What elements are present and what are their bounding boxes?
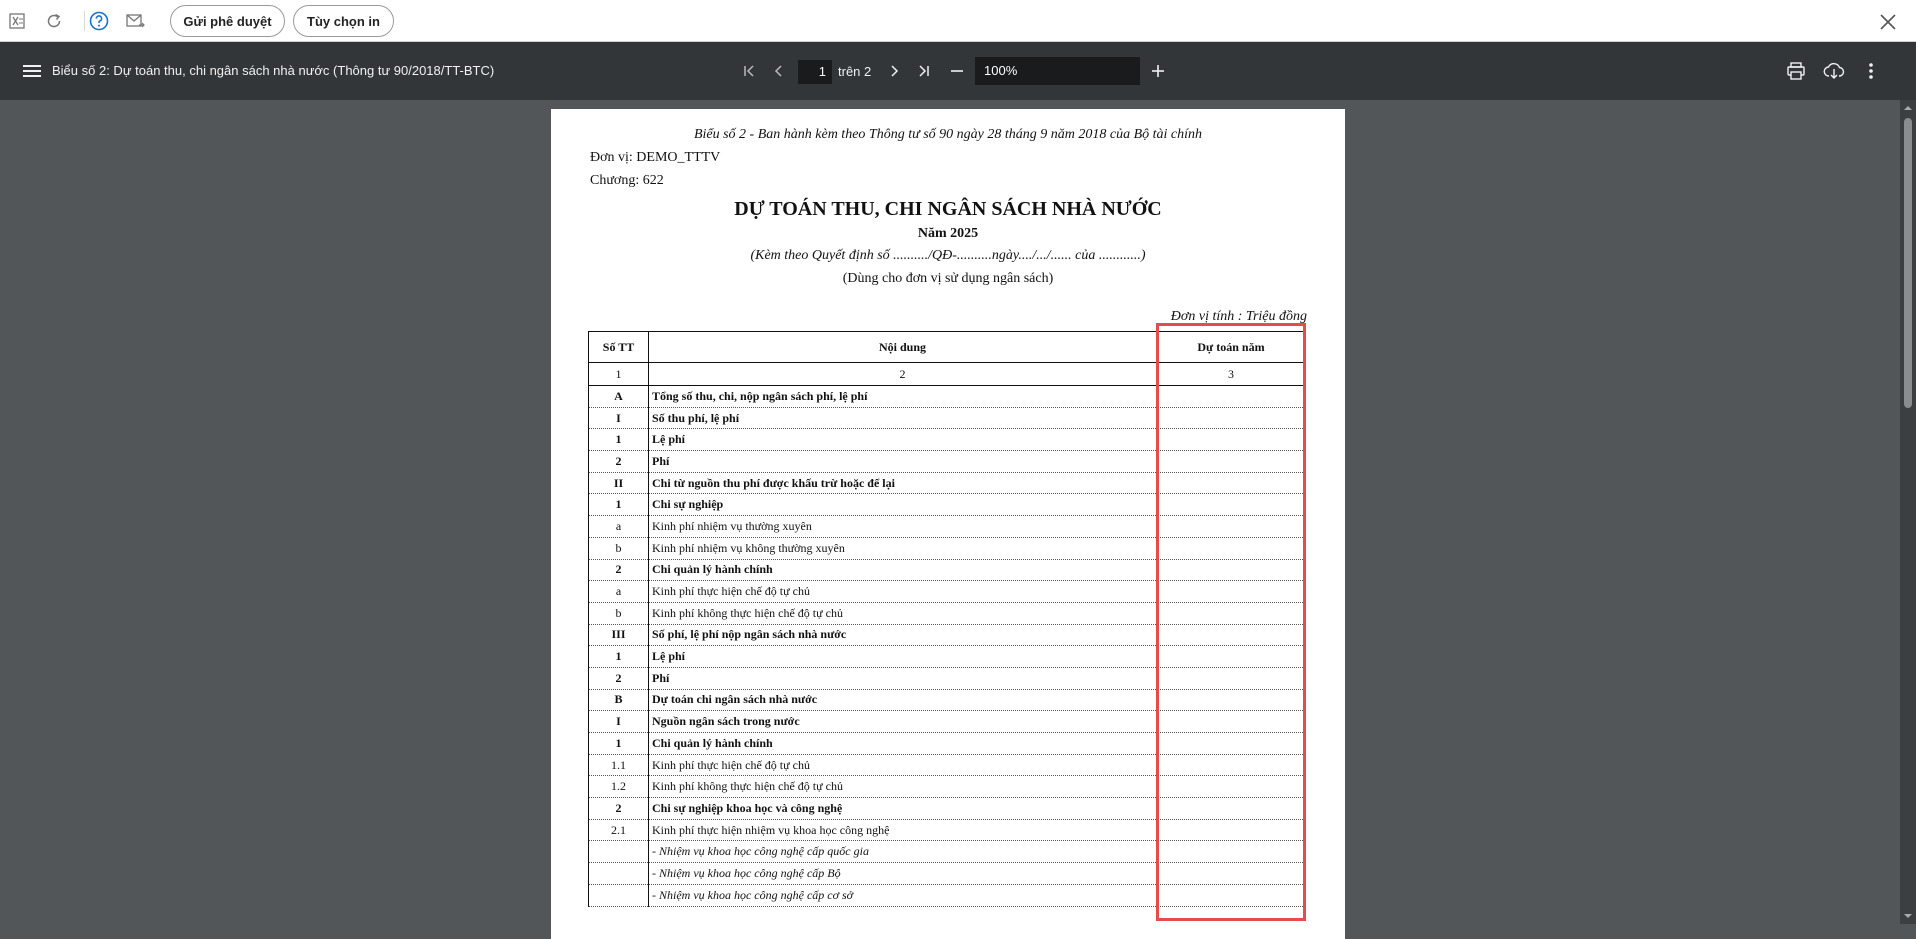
row-stt: b (589, 602, 649, 624)
row-content: Phí (649, 451, 1157, 473)
scroll-down-icon[interactable] (1904, 912, 1912, 920)
row-stt (589, 884, 649, 906)
row-content: Kinh phí thực hiện chế độ tự chủ (649, 581, 1157, 603)
row-content: - Nhiệm vụ khoa học công nghệ cấp quốc gia (649, 841, 1157, 863)
row-content: Nguồn ngân sách trong nước (649, 711, 1157, 733)
row-content: Kinh phí nhiệm vụ không thường xuyên (649, 537, 1157, 559)
row-stt: B (589, 689, 649, 711)
unit-label: Đơn vị: DEMO_TTTV (590, 150, 721, 165)
close-icon[interactable] (1876, 10, 1900, 34)
row-content: Kinh phí nhiệm vụ thường xuyên (649, 516, 1157, 538)
first-page-icon[interactable] (738, 59, 762, 83)
zoom-input[interactable]: 100% (975, 57, 1140, 85)
document-year: Năm 2025 (917, 226, 979, 241)
vertical-scrollbar[interactable] (1900, 100, 1916, 924)
column-header-stt: Số TT (589, 332, 649, 363)
menu-icon[interactable] (20, 59, 44, 83)
form-note: Biểu số 2 - Ban hành kèm theo Thông tư số 90 ngày 28 tháng 9 năm 2018 của Bộ tài chính (693, 127, 1203, 142)
row-stt: 2 (589, 667, 649, 689)
row-content: Chi sự nghiệp (649, 494, 1157, 516)
column-header-annual-estimate: Dự toán năm (1157, 332, 1306, 363)
toolbar-divider (84, 11, 85, 31)
row-stt: 1 (589, 429, 649, 451)
row-stt: 1.2 (589, 776, 649, 798)
attached-decision: (Kèm theo Quyết định số ........../QĐ-..........ngày..../.../...... của ............) (750, 248, 1146, 263)
row-content: Kinh phí thực hiện chế độ tự chủ (649, 754, 1157, 776)
row-content: - Nhiệm vụ khoa học công nghệ cấp cơ sở (649, 884, 1157, 906)
column-index: 2 (649, 363, 1157, 386)
next-page-icon[interactable] (882, 59, 906, 83)
row-content: Kinh phí không thực hiện chế độ tự chủ (649, 776, 1157, 798)
row-stt: I (589, 407, 649, 429)
print-icon[interactable] (1784, 59, 1808, 83)
row-content: Phí (649, 667, 1157, 689)
mail-send-icon[interactable] (123, 9, 147, 33)
chapter-label: Chương: 622 (590, 173, 664, 188)
pdf-title: Biểu số 2: Dự toán thu, chi ngân sách nhà nước (Thông tư 90/2018/TT-BTC) (52, 63, 495, 78)
row-content: Chi từ nguồn thu phí được khấu trừ hoặc để lại (649, 472, 1157, 494)
pdf-viewer-toolbar (0, 42, 1916, 100)
print-options-button[interactable]: Tùy chọn in (293, 5, 394, 37)
app-toolbar (0, 0, 1916, 42)
row-content: Số phí, lệ phí nộp ngân sách nhà nước (649, 624, 1157, 646)
zoom-out-icon[interactable] (945, 59, 969, 83)
row-stt: I (589, 711, 649, 733)
row-stt: 1 (589, 494, 649, 516)
help-icon[interactable] (87, 9, 111, 33)
row-stt: b (589, 537, 649, 559)
column-index: 1 (589, 363, 649, 386)
column-index: 3 (1157, 363, 1306, 386)
scroll-up-icon[interactable] (1904, 104, 1912, 112)
row-stt: 2 (589, 559, 649, 581)
row-stt: 2 (589, 451, 649, 473)
row-content: Dự toán chi ngân sách nhà nước (649, 689, 1157, 711)
annual-estimate-column-highlight (1156, 323, 1306, 921)
last-page-icon[interactable] (911, 59, 935, 83)
row-content: Chi quản lý hành chính (649, 733, 1157, 755)
page-number-input[interactable]: 1 (798, 60, 832, 84)
row-stt (589, 841, 649, 863)
row-stt: a (589, 516, 649, 538)
row-stt: A (589, 386, 649, 408)
currency-unit: Đơn vị tính : Triệu đồng (1170, 309, 1307, 324)
row-content: - Nhiệm vụ khoa học công nghệ cấp Bộ (649, 863, 1157, 885)
previous-page-icon[interactable] (767, 59, 791, 83)
row-stt: 2 (589, 798, 649, 820)
row-content: Lệ phí (649, 646, 1157, 668)
row-stt: a (589, 581, 649, 603)
row-stt (589, 863, 649, 885)
refresh-icon[interactable] (42, 9, 66, 33)
row-content: Chi quản lý hành chính (649, 559, 1157, 581)
row-content: Kinh phí thực hiện nhiệm vụ khoa học công nghệ (649, 819, 1157, 841)
column-header-content: Nội dung (649, 332, 1157, 363)
scroll-thumb[interactable] (1904, 118, 1912, 408)
row-content: Số thu phí, lệ phí (649, 407, 1157, 429)
row-stt: 1 (589, 733, 649, 755)
row-stt: II (589, 472, 649, 494)
page-count-label: trên 2 (838, 64, 872, 79)
row-content: Chi sự nghiệp khoa học và công nghệ (649, 798, 1157, 820)
excel-export-icon[interactable] (5, 9, 29, 33)
download-icon[interactable] (1822, 59, 1846, 83)
row-stt: 1.1 (589, 754, 649, 776)
row-content: Lệ phí (649, 429, 1157, 451)
row-stt: III (589, 624, 649, 646)
send-approval-button[interactable]: Gửi phê duyệt (170, 5, 285, 37)
more-options-icon[interactable] (1859, 59, 1883, 83)
document-heading: DỰ TOÁN THU, CHI NGÂN SÁCH NHÀ NƯỚC (734, 198, 1162, 220)
zoom-in-icon[interactable] (1146, 59, 1170, 83)
row-stt: 2.1 (589, 819, 649, 841)
row-content: Tổng số thu, chi, nộp ngân sách phí, lệ phí (649, 386, 1157, 408)
row-content: Kinh phí không thực hiện chế độ tự chủ (649, 602, 1157, 624)
row-stt: 1 (589, 646, 649, 668)
usage-note: (Dùng cho đơn vị sử dụng ngân sách) (842, 271, 1054, 286)
